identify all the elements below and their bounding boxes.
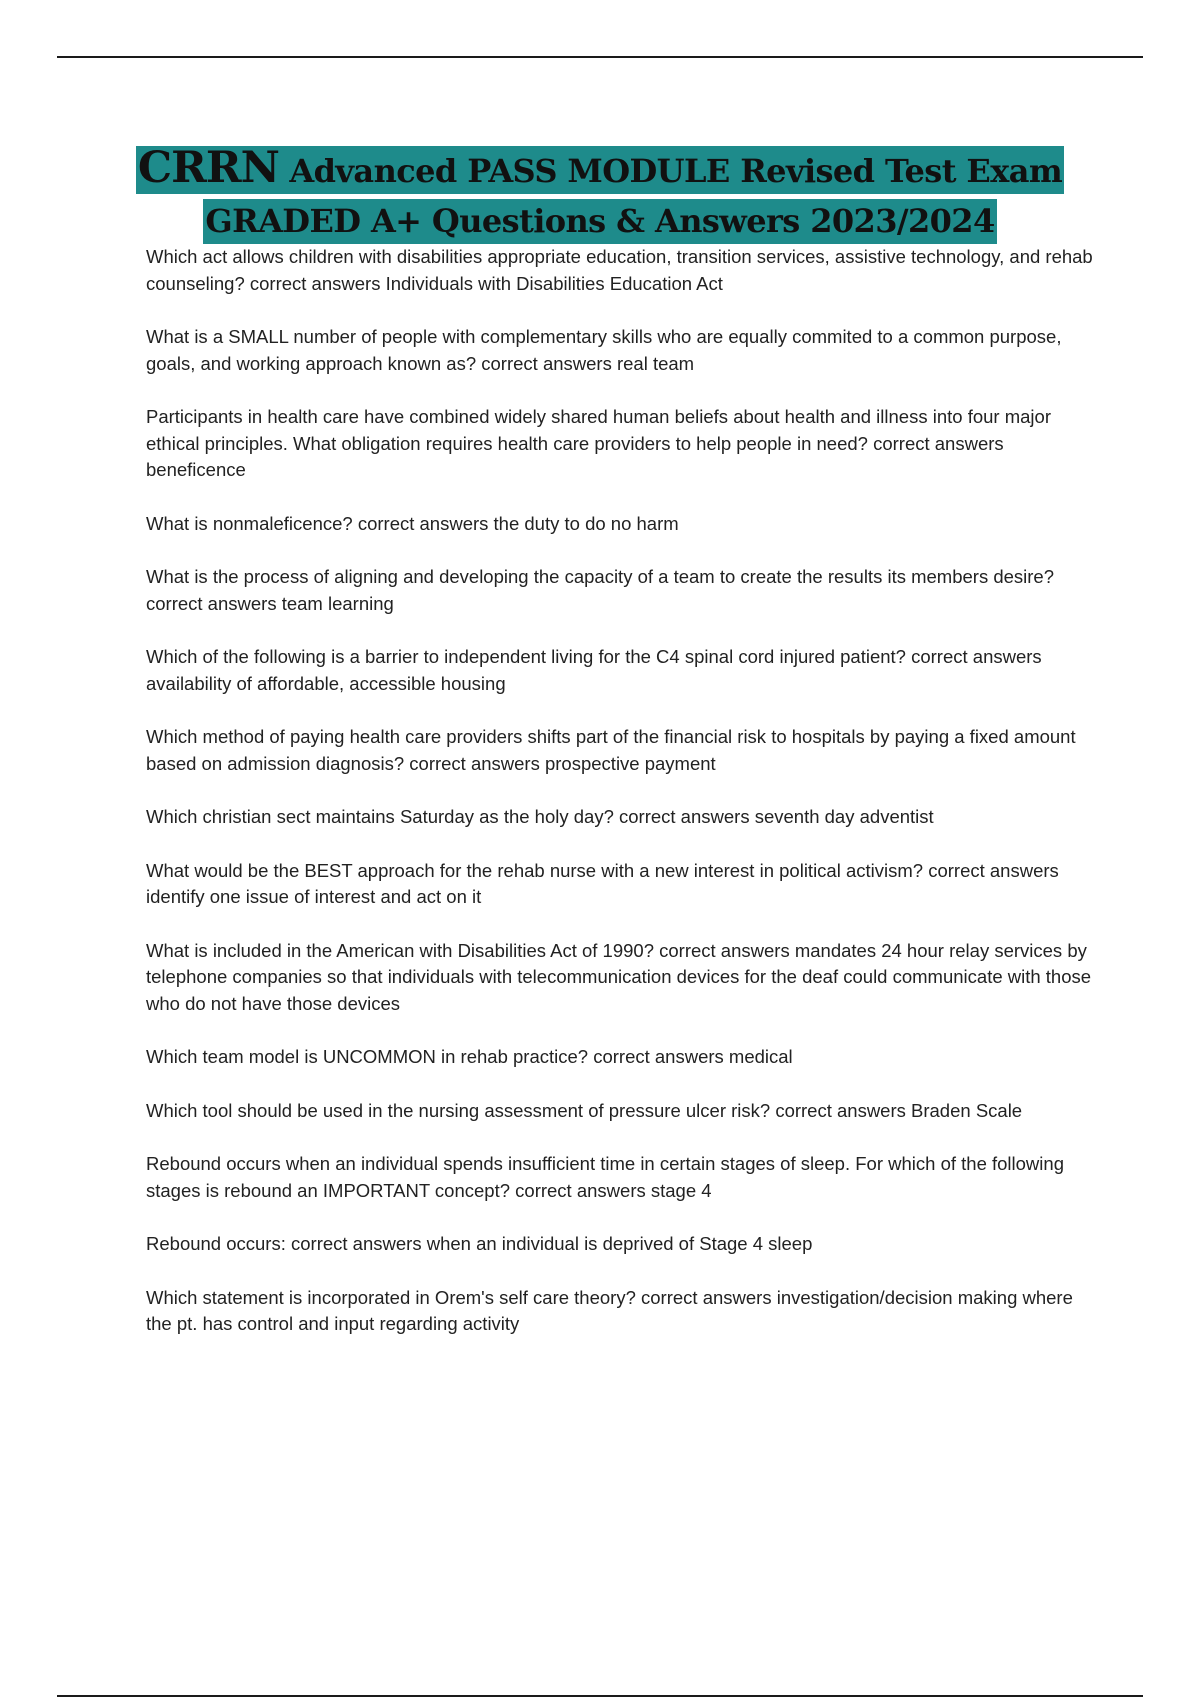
qa-item: Which of the following is a barrier to independent living for the C4 spinal cord injured patient? correct answers availability of affordable, accessible housing [146,646,1042,694]
qa-item: What is the process of aligning and developing the capacity of a team to create the results its members desire? correct answers team learning [146,566,1055,614]
qa-item: Which method of paying health care providers shifts part of the financial risk to hospitals by paying a fixed amount based on admission diagnosis? correct answers prospective payment [146,726,1076,774]
qa-item: Rebound occurs when an individual spends insufficient time in certain stages of sleep. For which of the following stages is rebound an IMPORTANT concept? correct answers stage 4 [146,1153,1064,1201]
title-line-1-text: Advanced PASS MODULE Revised Test Exam [278,152,1063,190]
qa-item: What is nonmaleficence? correct answers the duty to do no harm [146,512,679,534]
top-divider [57,56,1143,58]
qa-item: Which christian sect maintains Saturday as the holy day? correct answers seventh day adventist [146,806,934,827]
qa-item: Which team model is UNCOMMON in rehab practice? correct answers medical [146,1046,793,1067]
qa-item: Which tool should be used in the nursing assessment of pressure ulcer risk? correct answers Braden Scale [146,1099,1023,1121]
document-title [0,143,1200,249]
qa-item: What would be the BEST approach for the rehab nurse with a new interest in political activism? correct answers identify one issue of interest and act on it [146,859,1059,907]
qa-item: Which act allows children with disabilities appropriate education, transition services, assistive technology, and rehab counseling? correct answers Individuals with Disabilities Education Act [146,246,1093,294]
qa-item: What is a SMALL number of people with complementary skills who are equally commited to a common purpose, goals, and working approach known as? correct answers real team [146,326,1062,374]
title-acronym: CRRN [137,143,279,193]
bottom-divider [57,1695,1143,1697]
qa-list [146,244,1096,1365]
title-line-1 [136,143,1064,194]
qa-item: Which statement is incorporated in Orem's self care theory? correct answers investigation/decision making where the pt. has control and input regarding activity [146,1286,1073,1334]
qa-item: What is included in the American with Disabilities Act of 1990? correct answers mandates 24 hour relay services by telephone companies so that individuals with telecommunication devices for the deaf could communicate with those who do not have those devices [146,939,1092,1014]
title-line-2: GRADED A+ Questions & Answers 2023/2024 [203,199,996,244]
qa-item: Participants in health care have combined widely shared human beliefs about health and illness into four major ethical principles. What obligation requires health care providers to help people in need? correct answers beneficence [146,406,1051,480]
qa-item: Rebound occurs: correct answers when an individual is deprived of Stage 4 sleep [146,1233,813,1254]
